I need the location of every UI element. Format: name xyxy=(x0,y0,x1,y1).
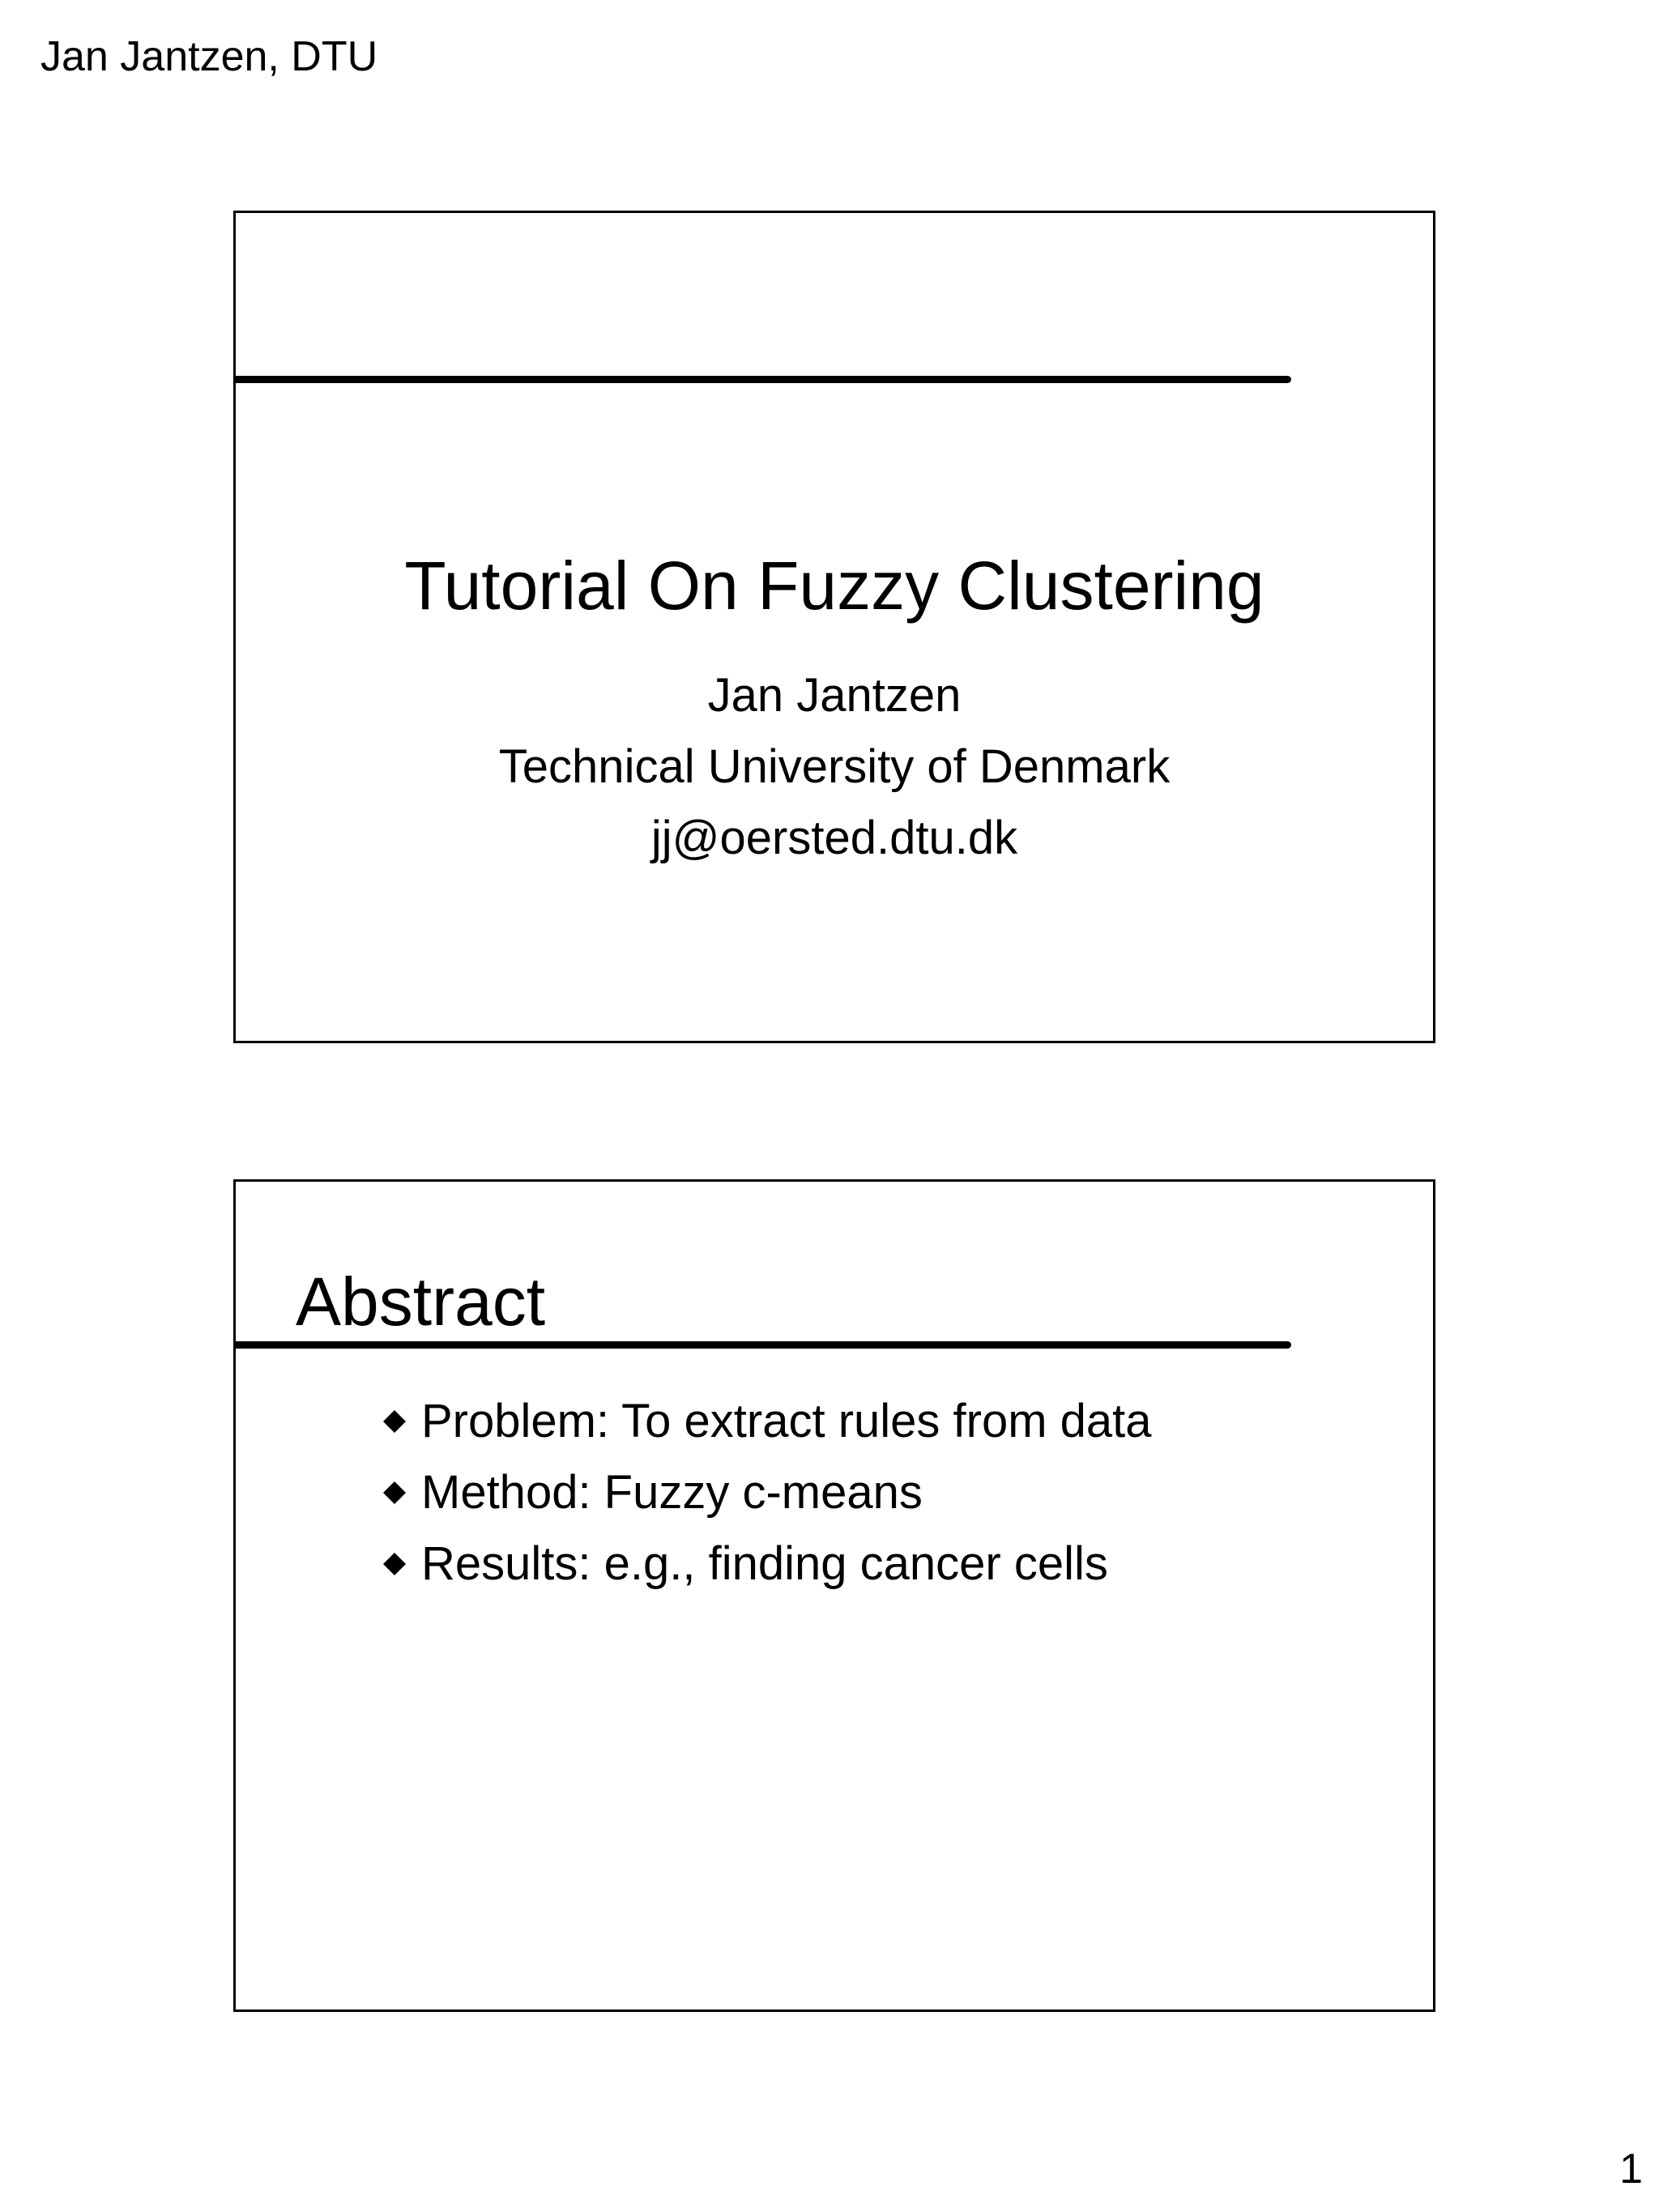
bullet-text: Method: Fuzzy c-means xyxy=(421,1466,923,1519)
list-item xyxy=(377,1457,1152,1528)
page-header: Jan Jantzen, DTU xyxy=(41,33,378,80)
presentation-title: Tutorial On Fuzzy Clustering xyxy=(404,548,1265,624)
page-number: 1 xyxy=(1619,2146,1643,2193)
author-institution: Technical University of Denmark xyxy=(498,740,1171,793)
author-name: Jan Jantzen xyxy=(707,669,962,722)
slide-abstract xyxy=(233,1179,1435,2012)
slide-heading: Abstract xyxy=(296,1264,546,1340)
diamond-bullet-icon xyxy=(377,1547,412,1581)
slide-title xyxy=(233,211,1435,1043)
list-item xyxy=(377,1386,1152,1457)
bullet-text: Problem: To extract rules from data xyxy=(421,1395,1152,1447)
list-item xyxy=(377,1528,1152,1600)
author-email: jj@oersted.dtu.dk xyxy=(650,812,1018,864)
bullet-text: Results: e.g., finding cancer cells xyxy=(421,1537,1108,1590)
title-block xyxy=(236,545,1433,874)
title-rule xyxy=(236,376,1291,383)
diamond-bullet-icon xyxy=(377,1476,412,1510)
heading-rule xyxy=(236,1341,1291,1349)
diamond-bullet-icon xyxy=(377,1404,412,1438)
bullet-list xyxy=(377,1386,1152,1600)
